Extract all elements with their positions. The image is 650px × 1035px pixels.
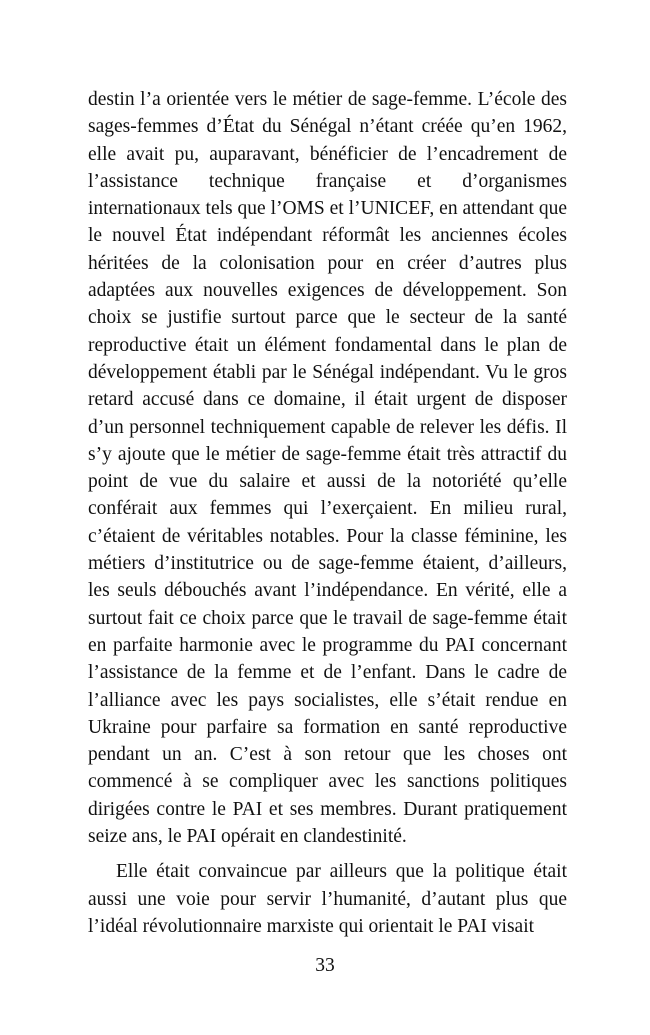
paragraph-2: Elle était convaincue par ailleurs que la politique était aussi une voie pour servir l’humanité, d’autant plus que l’idéal révolutionnaire marxiste qui orientait le PAI visait: [88, 861, 567, 937]
page-number: 33: [315, 955, 335, 976]
body-text: [88, 86, 567, 940]
paragraph-1: destin l’a orientée vers le métier de sage-femme. L’école des sages-femmes d’État du Sénégal n’étant créée qu’en 1962, elle avait pu, auparavant, bénéficier de l’encadrement de l’assistance technique française et d’organismes internationaux tels que l’OMS et l’UNICEF, en attendant que le nouvel État indépendant réformât les anciennes écoles héritées de la colonisation pour en créer d’autres plus adaptées aux nouvelles exigences de développement. Son choix se justifie surtout parce que le secteur de la santé reproductive était un élément fondamental dans le plan de développement établi par le Sénégal indépendant. Vu le gros retard accusé dans ce domaine, il était urgent de disposer d’un personnel techniquement capable de relever les défis. Il s’y ajoute que le métier de sage-femme était très attractif du point de vue du salaire et aussi de la notoriété qu’elle conférait aux femmes qui l’exerçaient. En milieu rural, c’étaient de véritables notables. Pour la classe féminine, les métiers d’institutrice ou de sage-femme étaient, d’ailleurs, les seuls débouchés avant l’indépendance. En vérité, elle a surtout fait ce choix parce que le travail de sage-femme était en parfaite harmonie avec le programme du PAI concernant l’assistance de la femme et de l’enfant. Dans le cadre de l’alliance avec les pays socialistes, elle s’était rendue en Ukraine pour parfaire sa formation en santé reproductive pendant un an. C’est à son retour que les choses ont commencé à se compliquer avec les sanctions politiques dirigées contre le PAI et ses membres. Durant pratiquement seize ans, le PAI opérait en clandestinité.: [88, 89, 567, 848]
